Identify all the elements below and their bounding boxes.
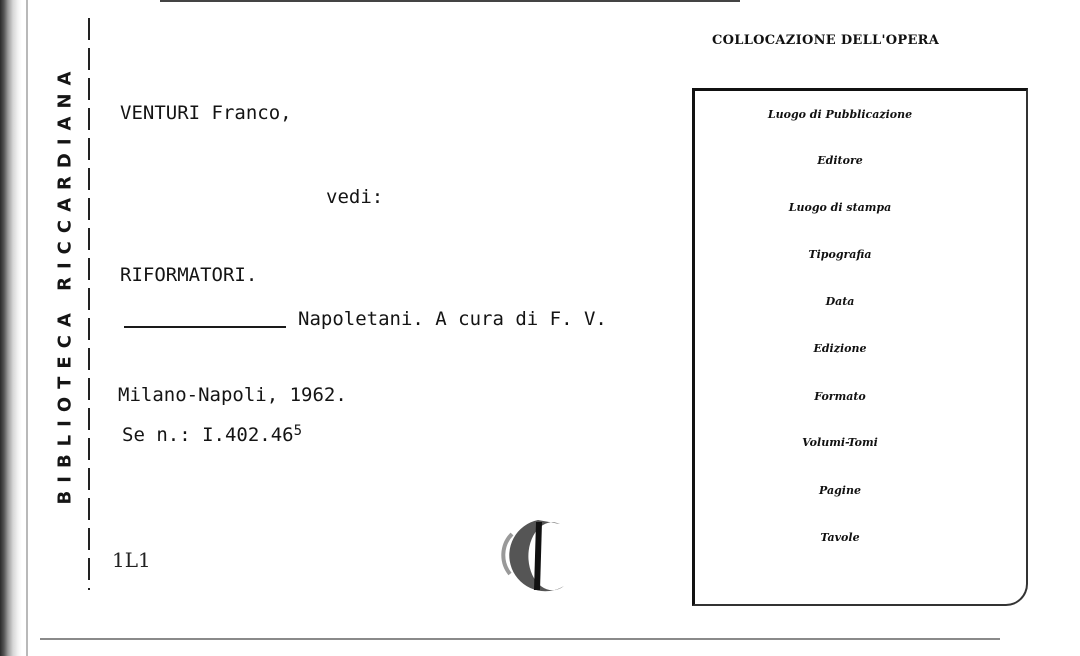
shelfmark-superscript: 5 [293,423,303,439]
bottom-rule [40,638,1000,640]
field-formato: Formato [814,390,866,403]
shelfmark-line [122,424,302,446]
see-reference: vedi: [326,186,384,208]
field-volumi-tomi: Volumi-Tomi [802,436,878,449]
field-luogo-stampa: Luogo di stampa [788,201,892,214]
library-seal-icon [498,516,568,592]
handwritten-mark: 1L1 [112,548,151,572]
heading-dash-line [124,326,286,328]
field-data: Data [825,295,855,308]
library-stamp-text: BIBLIOTECA RICCARDIANA [54,63,76,505]
field-pagine: Pagine [819,484,861,497]
field-tipografia: Tipografia [808,248,872,261]
left-margin-rule [88,18,90,590]
collocazione-title: COLLOCAZIONE DELL'OPERA [712,33,940,48]
shelfmark-text: Se n.: I.402.46 [122,424,294,446]
card-binding-edge [0,0,22,656]
edge-rule [26,0,28,656]
field-edizione: Edizione [813,342,867,355]
collocazione-box [692,88,1028,606]
top-rule [160,0,740,2]
subject-heading: RIFORMATORI. [120,264,258,286]
field-tavole: Tavole [820,531,860,544]
author-line: VENTURI Franco, [120,102,292,124]
imprint-line: Milano-Napoli, 1962. [118,384,347,406]
field-luogo-pubblicazione: Luogo di Pubblicazione [767,108,913,121]
title-line: Napoletani. A cura di F. V. [298,308,607,330]
field-editore: Editore [817,154,863,167]
